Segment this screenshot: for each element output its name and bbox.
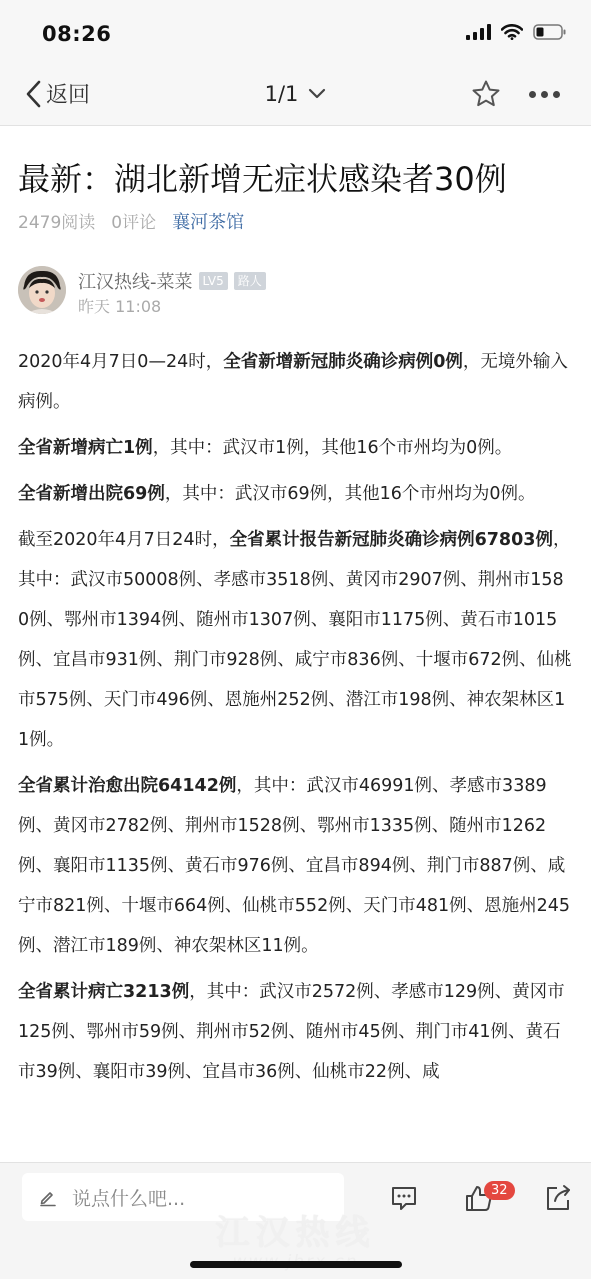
bold-text: 全省新增新冠肺炎确诊病例0例 xyxy=(223,352,463,372)
page-selector[interactable] xyxy=(265,82,327,106)
paragraph xyxy=(18,428,574,468)
watermark-text: 江汉热线 xyxy=(215,1213,376,1253)
article-meta xyxy=(18,208,244,234)
comment-bubble-icon xyxy=(389,1183,419,1213)
comment-button[interactable] xyxy=(389,1183,419,1217)
text-span: ，其中：武汉市2572例、孝感市129例、黄冈市125例、鄂州市59例、荆州市52例、随州市45例、荆门市41例、黄石市39例、襄阳市39例、宜昌市36例、仙桃市22例、咸 xyxy=(18,982,565,1082)
post-time: 昨天 11:08 xyxy=(78,297,162,316)
read-count: 2479阅读 xyxy=(18,213,96,233)
status-bar xyxy=(0,0,591,68)
battery-icon xyxy=(533,24,567,40)
article-body xyxy=(18,342,574,1098)
more-button[interactable] xyxy=(529,91,560,98)
more-dot-icon xyxy=(541,91,548,98)
home-indicator[interactable] xyxy=(190,1261,402,1268)
text-span: ，其中：武汉市46991例、孝感市3389例、黄冈市2782例、荆州市1528例、鄂州市1335例、随州市1262例、襄阳市1135例、黄石市976例、宜昌市894例、荆门市887例、咸宁市821例、十堰市664例、仙桃市552例、天门市481例、恩施州245例、潜江市189例、神农架林区11例。 xyxy=(18,776,571,956)
status-icons xyxy=(466,24,567,40)
pencil-icon xyxy=(38,1187,58,1207)
text-span: ，其中：武汉市1例，其他16个市州均为0例。 xyxy=(152,438,513,458)
share-icon xyxy=(543,1183,573,1213)
favorite-button[interactable] xyxy=(471,79,501,113)
article-title: 最新：湖北新增无症状感染者30例 xyxy=(18,160,507,198)
paragraph xyxy=(18,766,574,966)
chevron-left-icon xyxy=(24,79,42,109)
author-name-row xyxy=(78,268,266,294)
more-dot-icon xyxy=(529,91,536,98)
bold-text: 全省累计治愈出院64142例 xyxy=(18,776,237,796)
like-count-badge: 32 xyxy=(484,1181,515,1200)
text-span: ，其中：武汉市69例，其他16个市州均为0例。 xyxy=(164,484,536,504)
comment-placeholder: 说点什么吧... xyxy=(72,1187,186,1210)
text-span: ，其中：武汉市50008例、孝感市3518例、黄冈市2907例、荆州市1580例、鄂州市1394例、随州市1307例、襄阳市1175例、黄石市1015例、宜昌市931例、荆门市928例、咸宁市836例、十堰市672例、仙桃市575例、天门市496例、恩施州252例、潜江市198例、神农架林区11例。 xyxy=(18,530,572,750)
nav-bar xyxy=(0,68,591,126)
bold-text: 全省新增出院69例 xyxy=(18,484,165,504)
star-icon xyxy=(471,79,501,109)
paragraph xyxy=(18,474,574,514)
chevron-down-icon xyxy=(308,88,326,100)
paragraph xyxy=(18,342,574,422)
back-button[interactable] xyxy=(24,78,90,109)
bottom-bar xyxy=(0,1162,591,1279)
more-dot-icon xyxy=(553,91,560,98)
author-name[interactable]: 江汉热线-菜菜 xyxy=(78,272,193,293)
level-badge: LV5 xyxy=(199,272,228,290)
share-button[interactable] xyxy=(543,1183,573,1217)
comment-count: 0评论 xyxy=(111,213,157,233)
paragraph xyxy=(18,972,574,1092)
bold-text: 全省累计病亡3213例 xyxy=(18,982,190,1002)
back-label: 返回 xyxy=(46,83,91,108)
category-link[interactable]: 襄河茶馆 xyxy=(172,212,245,233)
cellular-signal-icon xyxy=(466,24,491,40)
text-span: ，无境外输入病例。 xyxy=(18,352,568,412)
role-badge: 路人 xyxy=(234,272,266,290)
bold-text: 全省累计报告新冠肺炎确诊病例67803例 xyxy=(229,530,553,550)
page-indicator: 1/1 xyxy=(264,82,299,106)
text-span: 2020年4月7日0—24时， xyxy=(18,352,224,372)
author-block xyxy=(18,264,578,316)
avatar[interactable] xyxy=(18,266,66,314)
wifi-icon xyxy=(501,24,523,40)
text-span: 截至2020年4月7日24时， xyxy=(18,530,230,550)
status-time: 08:26 xyxy=(42,22,112,46)
bold-text: 全省新增病亡1例 xyxy=(18,438,153,458)
paragraph xyxy=(18,520,574,760)
